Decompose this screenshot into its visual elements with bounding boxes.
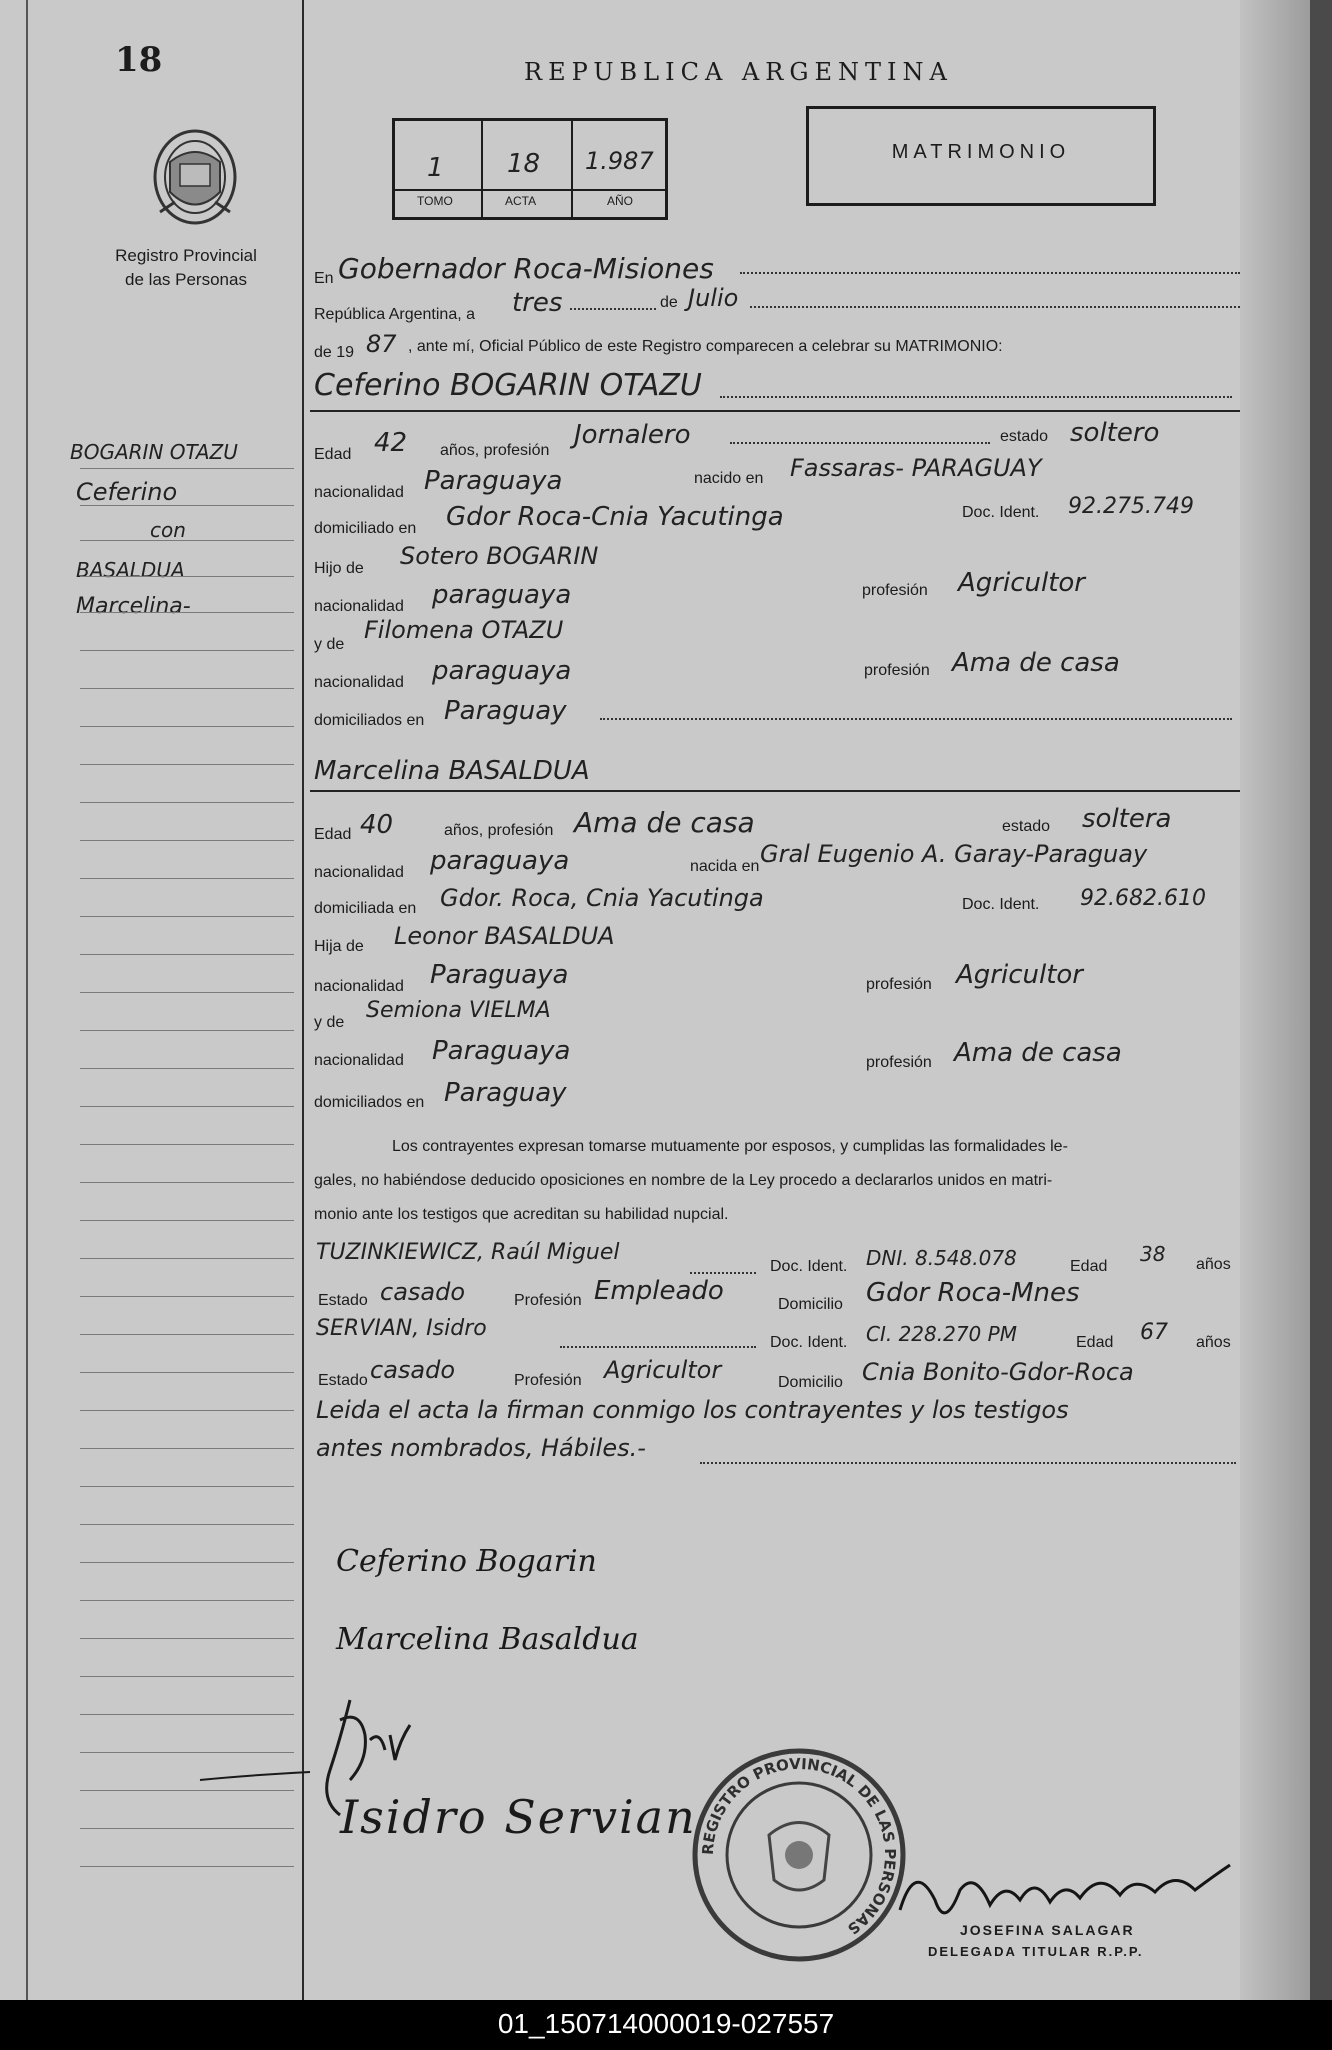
groom-mother-nationality: paraguaya — [432, 656, 572, 686]
witness2-dom-label: Domicilio — [778, 1374, 843, 1391]
declaration-line3: monio ante los testigos que acreditan su habilidad nupcial. — [314, 1206, 729, 1223]
tomo-label: TOMO — [417, 194, 453, 208]
margin-note-line5: Marcelina- — [76, 594, 191, 619]
bride-mother-nationality: Paraguaya — [430, 960, 569, 990]
groom-father-prof-label: profesión — [862, 582, 928, 599]
witness1-profession: Empleado — [594, 1276, 724, 1306]
witness1-address: Gdor Roca-Mnes — [866, 1278, 1080, 1308]
groom-father: Sotero BOGARIN — [400, 542, 599, 570]
republica-label: República Argentina, a — [314, 306, 475, 323]
bride-mother: Leonor BASALDUA — [394, 922, 615, 950]
bride-parents-address: Paraguay — [444, 1078, 567, 1108]
groom-nac-label: nacionalidad — [314, 484, 404, 501]
witness2-signature: Isidro Servian — [340, 1790, 697, 1844]
groom-full-name: Ceferino BOGARIN OTAZU — [314, 368, 702, 403]
year-prefix: de 19 — [314, 344, 355, 361]
bride-yde-label: y de — [314, 1014, 345, 1031]
intro-text: , ante mí, Oficial Público de este Registro comparecen a celebrar su MATRIMONIO: — [408, 338, 1003, 355]
bride-father: Semiona VIELMA — [366, 998, 551, 1023]
witness1-age: 38 — [1140, 1242, 1166, 1266]
bride-father-prof-label: profesión — [866, 1054, 932, 1071]
record-type: MATRIMONIO — [891, 141, 1071, 163]
stamp-ring-text: REGISTRO PROVINCIAL DE LAS PERSONAS — [698, 1754, 900, 1939]
folio-number: 18 — [115, 40, 163, 80]
witness1-estado-label: Estado — [318, 1292, 368, 1309]
groom-nacido-label: nacido en — [694, 470, 764, 487]
bride-age: 40 — [360, 810, 394, 840]
bride-nationality: paraguaya — [430, 846, 570, 876]
closing-line2: antes nombrados, Hábiles.- — [316, 1434, 646, 1462]
anio-value: 1.987 — [585, 147, 654, 175]
margin-note-line4: BASALDUA — [76, 558, 185, 582]
groom-father-profession: Agricultor — [958, 568, 1085, 598]
record-id-box — [392, 118, 668, 220]
bride-full-name: Marcelina BASALDUA — [314, 756, 590, 786]
bride-mother-nac-label: nacionalidad — [314, 978, 404, 995]
bride-estado-label: estado — [1002, 818, 1051, 835]
groom-mother-prof-label: profesión — [864, 662, 930, 679]
closing-line1: Leida el acta la firman conmigo los contrayentes y los testigos — [316, 1396, 1069, 1424]
bride-address: Gdor. Roca, Cnia Yacutinga — [440, 884, 764, 912]
groom-anios-label: años, profesión — [440, 442, 550, 459]
bride-dom-label: domiciliada en — [314, 900, 417, 917]
bride-nac-label: nacionalidad — [314, 864, 404, 881]
witness2-edad-label: Edad — [1076, 1334, 1114, 1351]
witness1-name: TUZINKIEWICZ, Raúl Miguel — [316, 1240, 620, 1265]
groom-mother: Filomena OTAZU — [364, 616, 564, 644]
bride-doc-label: Doc. Ident. — [962, 896, 1040, 913]
groom-hijo-label: Hijo de — [314, 560, 364, 577]
groom-parents-dom-label: domiciliados en — [314, 712, 425, 729]
witness2-estado-label: Estado — [318, 1372, 368, 1389]
margin-note-line2: Ceferino — [76, 478, 178, 506]
witness2-anios-label: años — [1196, 1334, 1231, 1351]
bride-parents-dom-label: domiciliados en — [314, 1094, 425, 1111]
witness1-doc-label: Doc. Ident. — [770, 1258, 848, 1275]
binding-edge — [26, 0, 28, 2000]
groom-doc-number: 92.275.749 — [1068, 494, 1194, 519]
groom-profession: Jornalero — [574, 420, 691, 450]
groom-yde-label: y de — [314, 636, 345, 653]
witness1-dom-label: Domicilio — [778, 1296, 843, 1313]
witness2-age: 67 — [1140, 1320, 1168, 1345]
witness2-prof-label: Profesión — [514, 1372, 582, 1389]
bride-birthplace: Gral Eugenio A. Garay-Paraguay — [760, 840, 1148, 868]
image-id-footer: 01_150714000019-027557 — [0, 2000, 1332, 2050]
official-name: JOSEFINA SALAGAR — [960, 1922, 1135, 1938]
acta-label: ACTA — [505, 194, 537, 208]
anio-label: AÑO — [607, 194, 634, 208]
groom-estado-label: estado — [1000, 428, 1049, 445]
groom-doc-label: Doc. Ident. — [962, 504, 1040, 521]
groom-mother-profession: Ama de casa — [952, 648, 1120, 678]
year-suffix: 87 — [366, 330, 397, 358]
witness1-civil-status: casado — [380, 1278, 466, 1306]
witness1-edad-label: Edad — [1070, 1258, 1108, 1275]
groom-signature: Ceferino Bogarin — [336, 1544, 597, 1579]
en-label: En — [314, 270, 334, 287]
bride-anios-label: años, profesión — [444, 822, 554, 839]
groom-civil-status: soltero — [1070, 418, 1160, 448]
bride-father-nationality: Paraguaya — [432, 1036, 571, 1066]
official-title: DELEGADA TITULAR R.P.P. — [928, 1944, 1144, 1959]
bride-civil-status: soltera — [1082, 804, 1172, 834]
groom-mother-nac-label: nacionalidad — [314, 674, 404, 691]
groom-edad-label: Edad — [314, 446, 352, 463]
bride-mother-profession: Agricultor — [956, 960, 1083, 990]
place-value: Gobernador Roca-Misiones — [338, 252, 714, 285]
groom-father-nac-label: nacionalidad — [314, 598, 404, 615]
witness2-doc: CI. 228.270 PM — [866, 1322, 1017, 1346]
tomo-value: 1 — [427, 153, 444, 183]
witness2-address: Cnia Bonito-Gdor-Roca — [862, 1358, 1134, 1386]
bride-edad-label: Edad — [314, 826, 352, 843]
de-label: de — [660, 294, 678, 311]
day-value: tres — [512, 288, 563, 318]
margin-note-line3: con — [150, 518, 186, 542]
witness2-civil-status: casado — [370, 1356, 456, 1384]
bride-signature: Marcelina Basaldua — [336, 1622, 639, 1657]
declaration-line1: Los contrayentes expresan tomarse mutuamente por esposos, y cumplidas las formalidades le- — [392, 1138, 1068, 1155]
witness2-name: SERVIAN, Isidro — [316, 1316, 487, 1341]
groom-age: 42 — [374, 428, 408, 458]
margin-note-line1: BOGARIN OTAZU — [70, 440, 238, 464]
witness1-prof-label: Profesión — [514, 1292, 582, 1309]
country-title: REPUBLICA ARGENTINA — [524, 58, 953, 86]
bride-doc-number: 92.682.610 — [1080, 886, 1206, 911]
coat-of-arms-emblem — [140, 122, 250, 232]
groom-birthplace: Fassaras- PARAGUAY — [790, 454, 1042, 482]
groom-address: Gdor Roca-Cnia Yacutinga — [446, 502, 784, 532]
acta-value: 18 — [507, 149, 541, 179]
groom-dom-label: domiciliado en — [314, 520, 417, 537]
page-edge-shadow — [1240, 0, 1310, 2000]
bride-father-profession: Ama de casa — [954, 1038, 1122, 1068]
bride-father-nac-label: nacionalidad — [314, 1052, 404, 1069]
witness2-doc-label: Doc. Ident. — [770, 1334, 848, 1351]
bride-nacida-label: nacida en — [690, 858, 760, 875]
witness1-doc: DNI. 8.548.078 — [866, 1246, 1017, 1270]
registry-name-line1: Registro Provincial — [115, 246, 257, 265]
groom-father-nationality: paraguaya — [432, 580, 572, 610]
month-value: Julio — [688, 284, 739, 312]
declaration-line2: gales, no habiéndose deducido oposiciones en nombre de la Ley procedo a declararlos unidos en matri- — [314, 1172, 1053, 1189]
witness2-profession: Agricultor — [604, 1356, 722, 1384]
witness1-anios-label: años — [1196, 1256, 1231, 1273]
bride-profession: Ama de casa — [574, 806, 755, 839]
registry-name-line2: de las Personas — [125, 270, 247, 289]
bride-hija-label: Hija de — [314, 938, 364, 955]
record-type-box — [806, 106, 1156, 206]
groom-nationality: Paraguaya — [424, 466, 563, 496]
groom-parents-address: Paraguay — [444, 696, 567, 726]
bride-mother-prof-label: profesión — [866, 976, 932, 993]
